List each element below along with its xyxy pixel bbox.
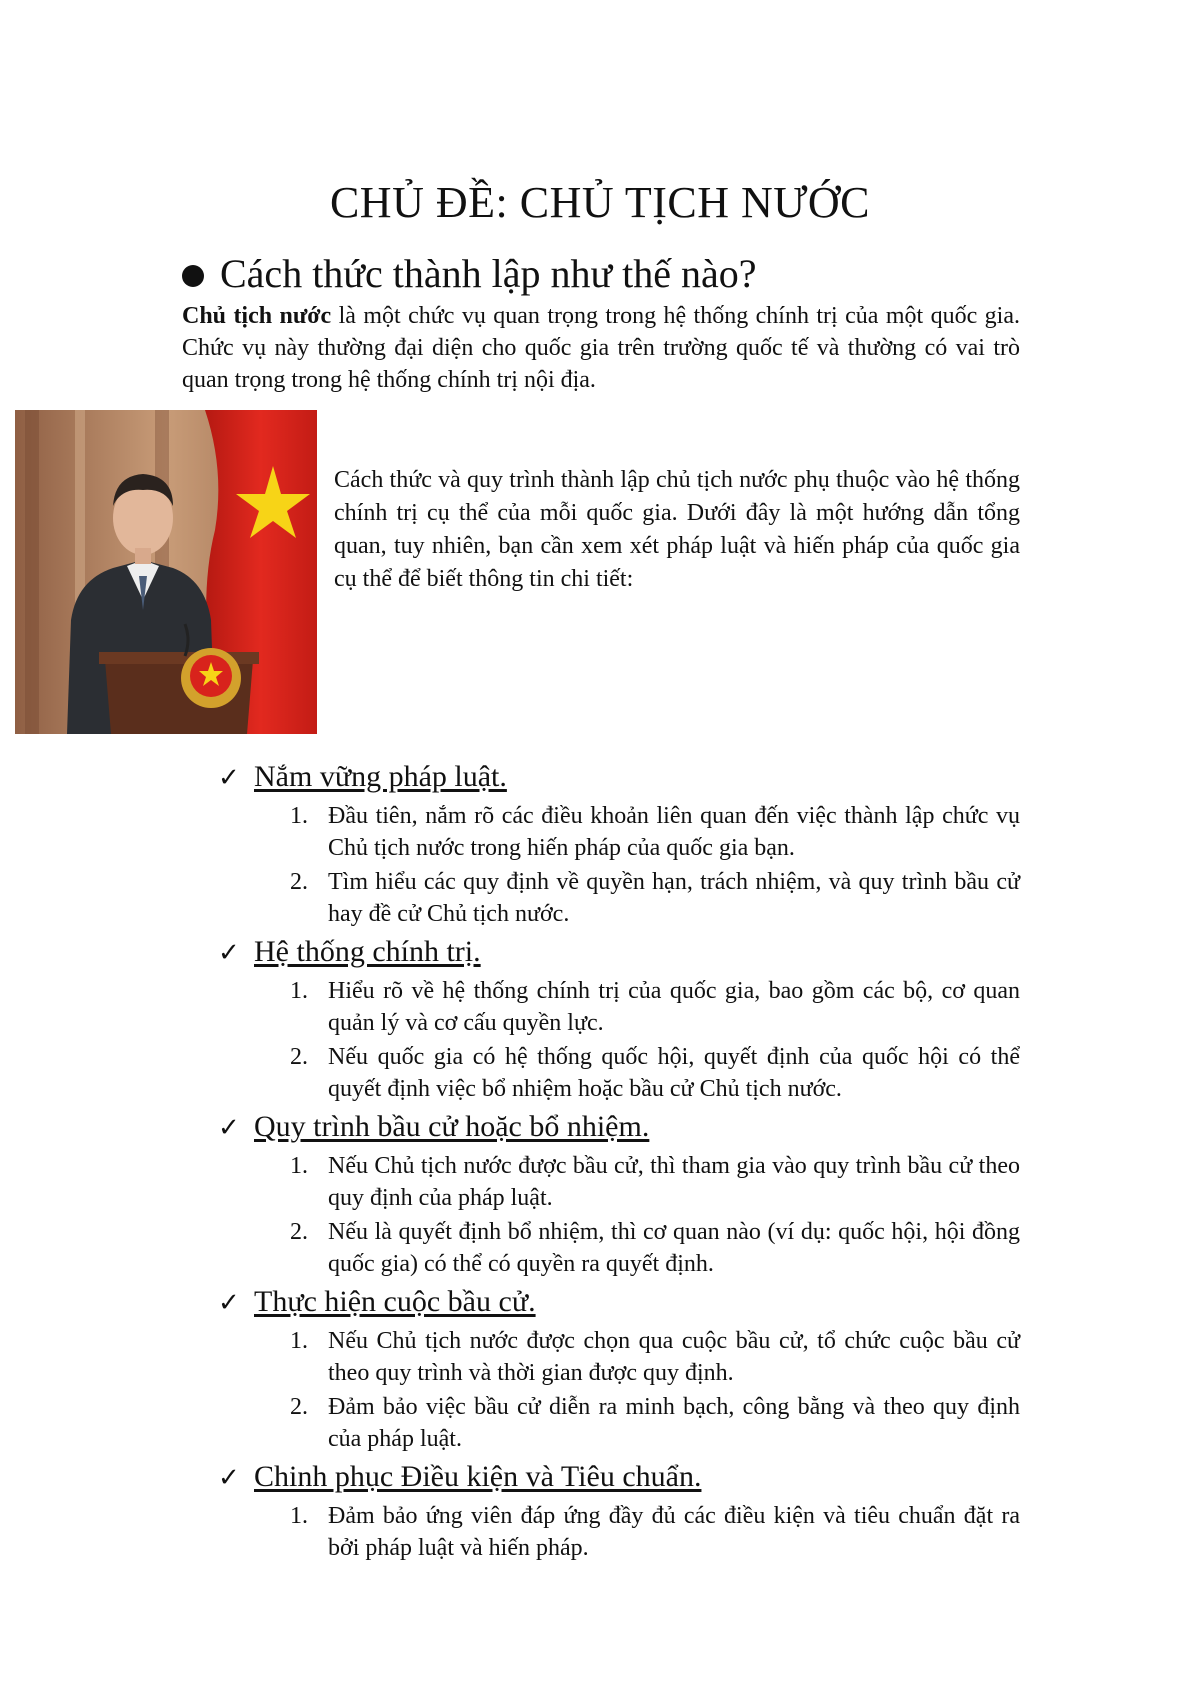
list-item: 1. Đảm bảo ứng viên đáp ứng đầy đủ các điều kiện và tiêu chuẩn đặt ra bởi pháp luật và hiến pháp. — [290, 1503, 1020, 1561]
list-item: 1. Nếu Chủ tịch nước được chọn qua cuộc bầu cử, tổ chức cuộc bầu cử theo quy trình và thời gian được quy định. — [290, 1328, 1020, 1386]
checkmark-icon: ✓ — [218, 1463, 240, 1493]
checkmark-icon: ✓ — [218, 938, 240, 968]
list-item: 2. Nếu là quyết định bổ nhiệm, thì cơ quan nào (ví dụ: quốc hội, hội đồng quốc gia) có thể có quyền ra quyết định. — [290, 1219, 1020, 1277]
list-item: 2. Nếu quốc gia có hệ thống quốc hội, quyết định của quốc hội có thể quyết định việc bổ nhiệm hoặc bầu cử Chủ tịch nước. — [290, 1044, 1020, 1102]
step-heading: Quy trình bầu cử hoặc bổ nhiệm. — [254, 1110, 650, 1143]
section-heading — [182, 250, 757, 297]
step-3 — [218, 1107, 1020, 1280]
steps-list — [218, 757, 1020, 1566]
page-title: CHỦ ĐỀ: CHỦ TỊCH NƯỚC — [329, 178, 871, 228]
intro-text: là một chức vụ quan trọng trong hệ thống chính trị của một quốc gia. Chức vụ này thường đại diện cho quốc gia trên trường quốc tế và thường có vai trò quan trọng trong hệ thống chính trị nội địa. — [182, 303, 1020, 393]
step-4 — [218, 1282, 1020, 1455]
step-heading: Chinh phục Điều kiện và Tiêu chuẩn. — [254, 1460, 702, 1493]
list-item: 1. Hiểu rõ về hệ thống chính trị của quốc gia, bao gồm các bộ, cơ quan quản lý và cơ cấu quyền lực. — [290, 978, 1020, 1036]
list-item: 2. Đảm bảo việc bầu cử diễn ra minh bạch, công bằng và theo quy định của pháp luật. — [290, 1394, 1020, 1452]
side-paragraph: Cách thức và quy trình thành lập chủ tịch nước phụ thuộc vào hệ thống chính trị cụ thể của mỗi quốc gia. Dưới đây là một hướng dẫn tổng quan, tuy nhiên, bạn cần xem xét pháp luật và hiến pháp của quốc gia cụ thể để biết thông tin chi tiết: — [334, 467, 1020, 592]
list-item: 1. Nếu Chủ tịch nước được bầu cử, thì tham gia vào quy trình bầu cử theo quy định của pháp luật. — [290, 1153, 1020, 1211]
step-1 — [218, 757, 1020, 930]
list-item: 1. Đầu tiên, nắm rõ các điều khoản liên quan đến việc thành lập chức vụ Chủ tịch nước trong hiến pháp của quốc gia bạn. — [290, 803, 1020, 861]
step-heading: Thực hiện cuộc bầu cử. — [254, 1285, 536, 1318]
bullet-icon — [182, 265, 204, 287]
step-2 — [218, 932, 1020, 1105]
checkmark-icon: ✓ — [218, 1288, 240, 1318]
step-heading: Nắm vững pháp luật. — [254, 760, 507, 793]
checkmark-icon: ✓ — [218, 1113, 240, 1143]
step-heading: Hệ thống chính trị. — [254, 935, 481, 968]
step-5 — [218, 1457, 1020, 1564]
president-photo — [15, 410, 317, 734]
list-item: 2. Tìm hiểu các quy định về quyền hạn, trách nhiệm, và quy trình bầu cử hay đề cử Chủ tịch nước. — [290, 869, 1020, 927]
checkmark-icon: ✓ — [218, 763, 240, 793]
section-heading-text: Cách thức thành lập như thế nào? — [220, 251, 757, 296]
intro-paragraph — [182, 300, 1020, 396]
intro-bold-term: Chủ tịch nước — [182, 303, 332, 329]
